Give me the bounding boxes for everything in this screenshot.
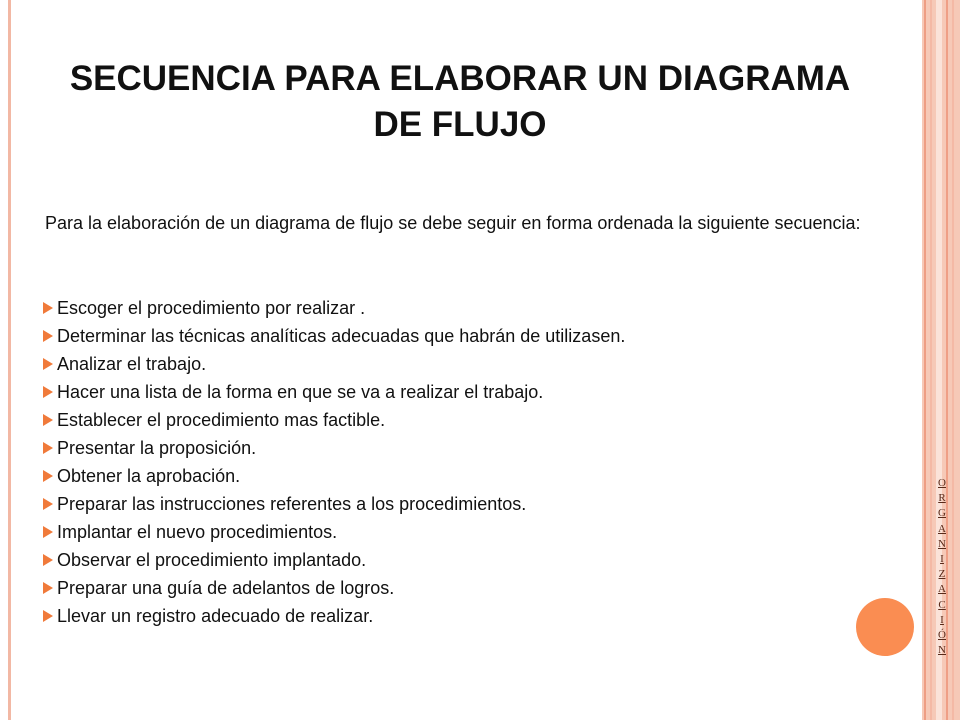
- arrowhead-bullet-icon: [43, 414, 53, 426]
- list-item: [43, 434, 903, 462]
- list-item: [43, 378, 903, 406]
- side-label-letter: C: [938, 598, 946, 611]
- step-text: Presentar la proposición.: [57, 437, 257, 458]
- side-label-letter: N: [938, 644, 946, 657]
- steps-list: [43, 294, 903, 630]
- list-item: [43, 406, 903, 434]
- step-text: Escoger el procedimiento por realizar .: [57, 297, 366, 318]
- step-text: Establecer el procedimiento mas factible.: [57, 409, 386, 430]
- step-text: Implantar el nuevo procedimientos.: [57, 521, 338, 542]
- arrowhead-bullet-icon: [43, 526, 53, 538]
- list-item: [43, 322, 903, 350]
- side-label-letter: O: [938, 477, 946, 489]
- arrowhead-bullet-icon: [43, 470, 53, 482]
- list-item: [43, 574, 903, 602]
- side-label-letter: A: [938, 583, 946, 596]
- step-text: Determinar las técnicas analíticas adecuadas que habrán de utilizasen.: [57, 325, 626, 346]
- list-item: [43, 350, 903, 378]
- side-label-letter: R: [938, 492, 946, 505]
- side-label-letter: I: [940, 613, 944, 626]
- left-border-rule: [8, 0, 11, 720]
- list-item: [43, 294, 903, 322]
- slide-title: SECUENCIA PARA ELABORAR UN DIAGRAMA DE FLUJO: [69, 59, 851, 144]
- side-label-letter: G: [938, 507, 946, 520]
- intro-paragraph: Para la elaboración de un diagrama de flujo se debe seguir en forma ordenada la siguiente secuencia:: [45, 213, 861, 233]
- list-item: [43, 518, 903, 546]
- arrowhead-bullet-icon: [43, 582, 53, 594]
- arrowhead-bullet-icon: [43, 554, 53, 566]
- arrowhead-bullet-icon: [43, 358, 53, 370]
- arrowhead-bullet-icon: [43, 498, 53, 510]
- step-text: Hacer una lista de la forma en que se va a realizar el trabajo.: [57, 381, 544, 402]
- arrowhead-bullet-icon: [43, 442, 53, 454]
- side-label-letter: Z: [938, 568, 946, 581]
- arrowhead-bullet-icon: [43, 610, 53, 622]
- side-label-letter: I: [940, 553, 944, 566]
- band-stripe: [924, 0, 926, 720]
- side-label-letter: N: [938, 537, 946, 550]
- step-text: Preparar una guía de adelantos de logros.: [57, 577, 395, 598]
- step-text: Observar el procedimiento implantado.: [57, 549, 367, 570]
- side-label-letter: A: [938, 522, 946, 535]
- vertical-side-label: [931, 476, 953, 658]
- step-text: Obtener la aprobación.: [57, 465, 241, 486]
- step-text: Preparar las instrucciones referentes a los procedimientos.: [57, 493, 527, 514]
- step-text: Llevar un registro adecuado de realizar.: [57, 605, 374, 626]
- arrowhead-bullet-icon: [43, 386, 53, 398]
- list-item: [43, 602, 903, 630]
- arrowhead-bullet-icon: [43, 330, 53, 342]
- list-item: [43, 546, 903, 574]
- step-text: Analizar el trabajo.: [57, 353, 207, 374]
- list-item: [43, 462, 903, 490]
- list-item: [43, 490, 903, 518]
- arrowhead-bullet-icon: [43, 302, 53, 314]
- side-label-letter: Ó: [938, 629, 946, 642]
